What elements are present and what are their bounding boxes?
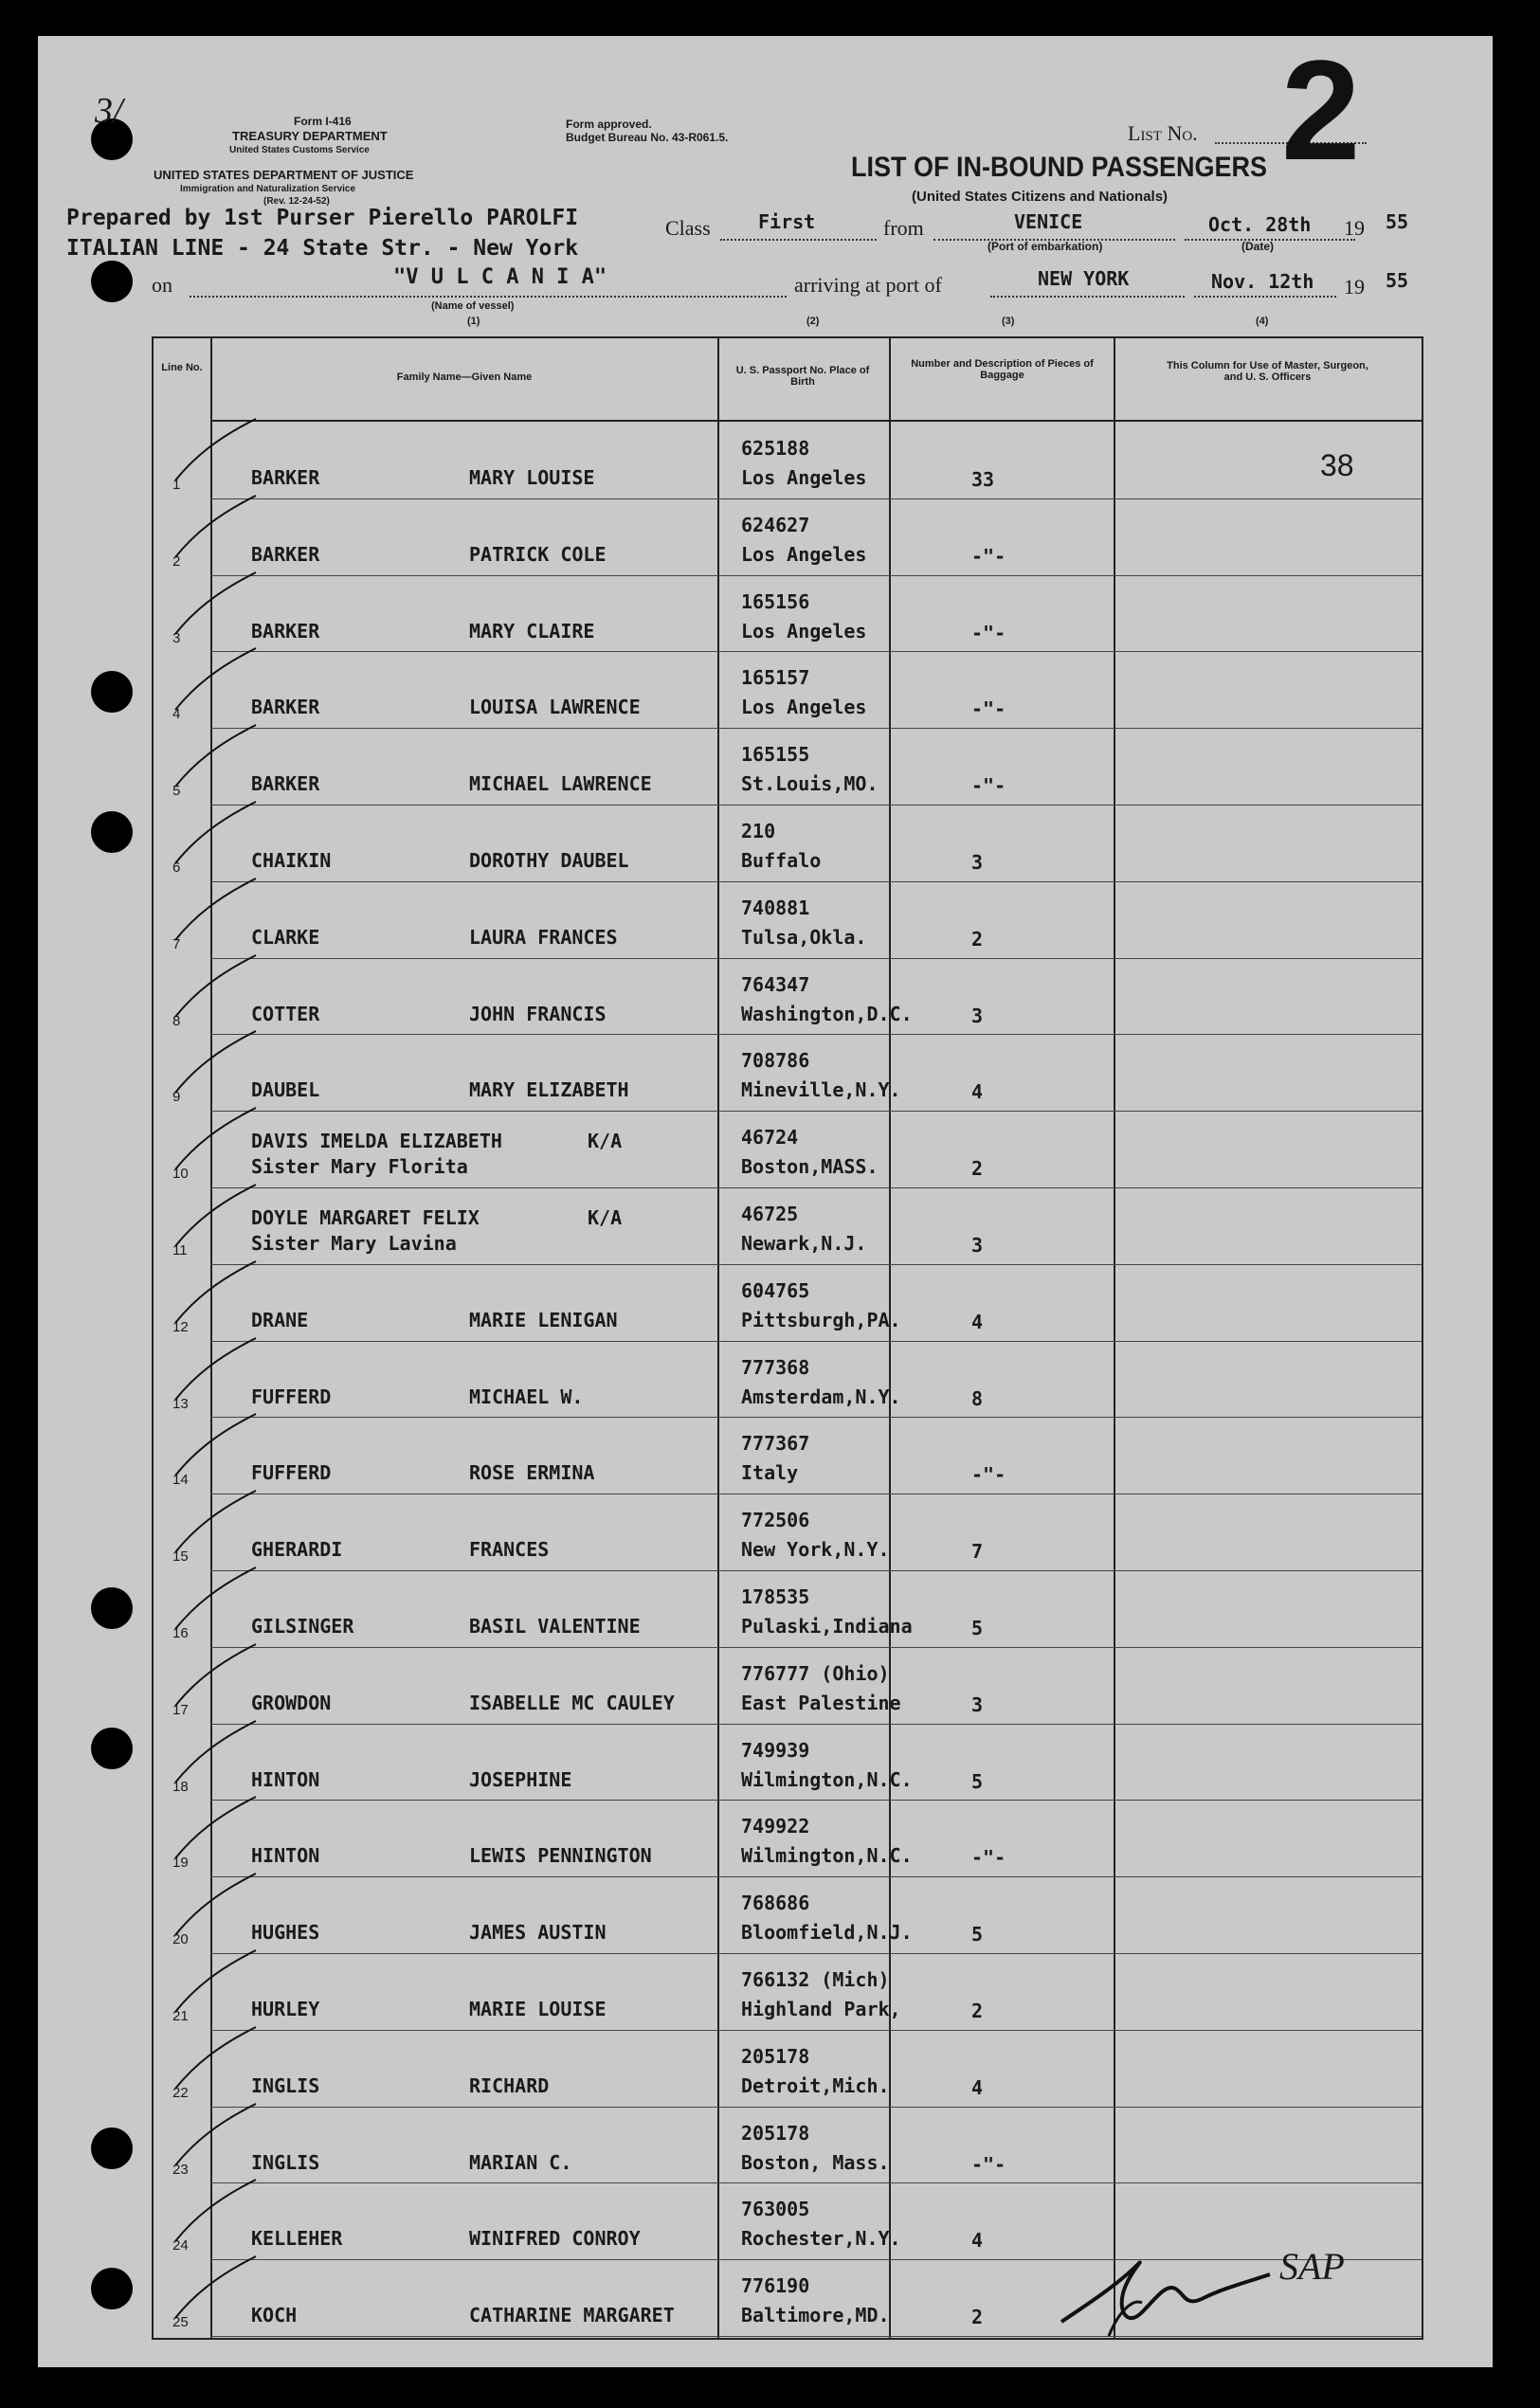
from-port: VENICE (1014, 210, 1083, 233)
baggage-count: 4 (971, 1310, 984, 1333)
baggage-count: -"- (971, 1463, 1006, 1487)
line-number: 8 (172, 1012, 181, 1029)
given-name: MICHAEL LAWRENCE (469, 772, 652, 796)
given-name: MICHAEL W. (469, 1385, 584, 1408)
given-name: MARIE LOUISE (469, 1998, 607, 2020)
date-caption: (Date) (1241, 240, 1275, 253)
given-name: PATRICK COLE (469, 542, 607, 566)
passport-number: 768686 (741, 1892, 810, 1915)
family-name: HUGHES (251, 1921, 320, 1945)
baggage-count: 7 (971, 1540, 984, 1564)
line-number: 25 (172, 2314, 189, 2331)
check-mark (166, 720, 261, 796)
family-name: GROWDON (251, 1691, 332, 1714)
line-number: 16 (172, 1625, 189, 1641)
col-header-baggage: Number and Description of Pieces of Baggage (911, 358, 1094, 381)
baggage-count: 3 (971, 851, 984, 874)
table-row (152, 960, 1422, 1037)
place-of-birth: Wilmington,N.C. (741, 1767, 913, 1791)
row-divider (210, 1034, 1422, 1035)
check-mark (166, 2022, 261, 2098)
table-row (152, 653, 1422, 730)
family-name: HURLEY (251, 1998, 320, 2020)
passport-number: 210 (741, 820, 776, 842)
baggage-count: 4 (971, 1080, 984, 1104)
place-of-birth: Baltimore,MD. (741, 2304, 890, 2327)
line-number: 2 (172, 552, 181, 570)
place-of-birth: Newark,N.J. (741, 1232, 867, 1255)
place-of-birth: Mineville,N.Y. (741, 1078, 901, 1102)
row-divider (210, 1187, 1422, 1188)
line-number: 3 (172, 629, 181, 646)
place-of-birth: Rochester,N.Y. (741, 2227, 901, 2251)
baggage-count: 33 (971, 468, 995, 491)
passport-number: 740881 (741, 896, 810, 919)
line-number: 17 (172, 1701, 189, 1718)
line-number: 11 (172, 1242, 188, 1258)
baggage-count: 2 (971, 2306, 984, 2329)
status-flag: K/A (588, 1206, 623, 1229)
table-row (152, 2109, 1422, 2185)
line-number: 19 (172, 1855, 189, 1872)
manifest-subtitle: (United States Citizens and Nationals) (912, 189, 1169, 205)
col3-number: (3) (1002, 316, 1015, 327)
given-name: JOSEPHINE (469, 1767, 572, 1791)
row-divider (210, 2030, 1422, 2031)
table-row (152, 1495, 1422, 1572)
punch-hole (91, 2268, 133, 2309)
prepared-by: Prepared by 1st Purser Pierello PAROLFI (66, 206, 579, 230)
row-divider (210, 1111, 1422, 1112)
family-name: DRANE (251, 1308, 309, 1331)
line-number: 1 (172, 477, 181, 493)
table-row (152, 577, 1422, 654)
passport-number: 749922 (741, 1815, 810, 1838)
row-divider (210, 2182, 1422, 2183)
class-label: Class (665, 216, 711, 240)
check-mark (166, 414, 261, 490)
check-mark (166, 1333, 261, 1409)
status-flag: K/A (588, 1130, 623, 1153)
table-row (152, 500, 1422, 577)
place-of-birth: Wilmington,N.C. (741, 1844, 913, 1868)
passenger-table (152, 424, 1422, 2338)
arrival-year-prefix: 19 (1344, 275, 1365, 299)
baggage-count: 4 (971, 2229, 984, 2253)
arrival-date: Nov. 12th (1211, 270, 1314, 293)
check-mark (166, 1486, 261, 1562)
family-name: BARKER (251, 619, 320, 643)
passport-number: 766132 (Mich) (741, 1968, 890, 1991)
passport-number: 708786 (741, 1049, 810, 1073)
family-name: INGLIS (251, 2150, 320, 2174)
table-row (152, 1726, 1422, 1802)
family-name: GHERARDI (251, 1538, 343, 1562)
place-of-birth: East Palestine (741, 1691, 901, 1714)
table-row (152, 1955, 1422, 2032)
passport-number: 165157 (741, 666, 810, 690)
line-number: 12 (172, 1318, 189, 1335)
passport-number: 777367 (741, 1432, 810, 1456)
family-name: KOCH (251, 2304, 298, 2327)
line-number: 22 (172, 2084, 189, 2101)
family-name: CHAIKIN (251, 849, 332, 872)
place-of-birth: Boston, Mass. (741, 2150, 890, 2174)
vessel-caption: (Name of vessel) (431, 300, 515, 312)
passport-number: 749939 (741, 1738, 810, 1762)
check-mark (166, 491, 261, 567)
place-of-birth: New York,N.Y. (741, 1538, 890, 1562)
given-name: ROSE ERMINA (469, 1461, 595, 1485)
arriving-label: arriving at port of (794, 273, 942, 297)
baggage-count: 3 (971, 1004, 984, 1027)
family-name: BARKER (251, 542, 320, 566)
baggage-count: 5 (971, 1769, 984, 1793)
given-name: CATHARINE MARGARET (469, 2304, 675, 2327)
given-name: WINIFRED CONROY (469, 2227, 641, 2251)
row-divider (210, 1570, 1422, 1571)
line-number: 14 (172, 1472, 189, 1489)
family-name: FUFFERD (251, 1461, 332, 1485)
passport-number: 205178 (741, 2044, 810, 2068)
row-divider (210, 651, 1422, 652)
col2-number: (2) (806, 316, 820, 327)
table-row (152, 424, 1422, 500)
given-name: MARY LOUISE (469, 466, 595, 489)
passport-number: 625188 (741, 437, 810, 460)
family-name: BARKER (251, 696, 320, 719)
religious-name: Sister Mary Florita (251, 1155, 468, 1179)
given-name: MARY CLAIRE (469, 619, 595, 643)
family-name: INGLIS (251, 2073, 320, 2097)
place-of-birth: Highland Park, (741, 1998, 901, 2020)
baggage-count: 5 (971, 1923, 984, 1946)
row-divider (210, 1876, 1422, 1877)
row-divider (210, 1341, 1422, 1342)
baggage-count: -"- (971, 774, 1006, 798)
table-row (152, 1036, 1422, 1113)
col-header-line: Line No. (161, 362, 203, 373)
family-name: DAUBEL (251, 1078, 320, 1102)
check-mark (166, 568, 261, 643)
given-name: RICHARD (469, 2073, 550, 2097)
table-row (152, 1266, 1422, 1343)
baggage-count: 2 (971, 927, 984, 951)
place-of-birth: Bloomfield,N.J. (741, 1921, 913, 1945)
passport-number: 178535 (741, 1585, 810, 1608)
revision: (Rev. 12-24-52) (263, 196, 330, 207)
table-row (152, 1189, 1422, 1266)
family-name: COTTER (251, 1002, 320, 1025)
check-mark (166, 951, 261, 1026)
baggage-count: 8 (971, 1386, 984, 1410)
table-row (152, 883, 1422, 960)
place-of-birth: Los Angeles (741, 696, 867, 719)
family-name: KELLEHER (251, 2227, 343, 2251)
row-divider (210, 1647, 1422, 1648)
on-label: on (152, 273, 172, 297)
check-mark (166, 1180, 261, 1256)
check-mark (166, 2175, 261, 2251)
place-of-birth: Buffalo (741, 849, 822, 872)
family-name: GILSINGER (251, 1615, 354, 1638)
form-approved: Form approved. (566, 118, 652, 131)
passport-number: 46725 (741, 1203, 799, 1225)
check-mark (166, 2099, 261, 2175)
check-mark (166, 797, 261, 873)
baggage-count: -"- (971, 2152, 1006, 2176)
passport-number: 776777 (Ohio) (741, 1661, 890, 1685)
given-name: LAURA FRANCES (469, 925, 618, 949)
place-of-birth: Boston,MASS. (741, 1155, 879, 1179)
line-number: 7 (172, 935, 181, 952)
table-row (152, 1572, 1422, 1649)
ins-service: Immigration and Naturalization Service (180, 184, 356, 194)
punch-hole (91, 1728, 133, 1769)
row-divider (210, 1417, 1422, 1418)
line-number: 4 (172, 706, 181, 723)
check-mark (166, 1639, 261, 1715)
check-mark (166, 1563, 261, 1639)
baggage-count: -"- (971, 544, 1006, 568)
margin-mark: 3/ (95, 91, 123, 131)
baggage-count: 2 (971, 1157, 984, 1181)
officer-signature (1052, 2246, 1289, 2350)
table-row (152, 2032, 1422, 2109)
line-number: 6 (172, 860, 181, 876)
given-name: BASIL VALENTINE (469, 1615, 641, 1638)
check-mark (166, 2252, 261, 2327)
line-number: 21 (172, 2008, 189, 2024)
line-number: 9 (172, 1089, 181, 1106)
passport-number: 764347 (741, 972, 810, 996)
line-address: ITALIAN LINE - 24 State Str. - New York (66, 236, 579, 261)
check-mark (166, 1103, 261, 1179)
row-divider (210, 881, 1422, 882)
family-name: FUFFERD (251, 1385, 332, 1408)
check-mark (166, 1716, 261, 1792)
punch-hole (91, 811, 133, 853)
list-number: 2 (1281, 30, 1361, 190)
treasury-dept: TREASURY DEPARTMENT (232, 129, 388, 143)
check-mark (166, 874, 261, 950)
table-row (152, 730, 1422, 806)
departure-year-prefix: 19 (1344, 216, 1365, 240)
baggage-count: -"- (971, 1846, 1006, 1870)
row-divider (210, 1953, 1422, 1954)
place-of-birth: Los Angeles (741, 542, 867, 566)
row-divider (210, 958, 1422, 959)
given-name: LEWIS PENNINGTON (469, 1844, 652, 1868)
justice-dept: UNITED STATES DEPARTMENT OF JUSTICE (154, 168, 414, 182)
manifest-title: LIST OF IN-BOUND PASSENGERS (851, 152, 1268, 183)
departure-year: 55 (1386, 210, 1409, 233)
place-of-birth: Washington,D.C. (741, 1002, 913, 1025)
check-mark (166, 1792, 261, 1868)
given-name: JAMES AUSTIN (469, 1921, 607, 1945)
row-divider (210, 575, 1422, 576)
line-number: 5 (172, 783, 181, 800)
place-of-birth: Los Angeles (741, 466, 867, 489)
given-name: FRANCES (469, 1538, 550, 1562)
passport-number: 776190 (741, 2274, 810, 2298)
table-row (152, 1113, 1422, 1189)
line-number: 13 (172, 1395, 189, 1412)
given-name: MARIAN C. (469, 2150, 572, 2174)
officers-note: 38 (1320, 448, 1354, 482)
punch-hole (91, 2127, 133, 2169)
port-caption: (Port of embarkation) (987, 240, 1103, 253)
row-divider (210, 498, 1422, 499)
family-name: DAVIS IMELDA ELIZABETH (251, 1130, 502, 1153)
table-row (152, 1878, 1422, 1955)
family-name: CLARKE (251, 925, 320, 949)
religious-name: Sister Mary Lavina (251, 1232, 457, 1255)
line-number: 10 (172, 1166, 189, 1183)
passport-number: 165155 (741, 743, 810, 767)
place-of-birth: Tulsa,Okla. (741, 925, 867, 949)
col-header-name: Family Name—Given Name (396, 371, 533, 383)
family-name: DOYLE MARGARET FELIX (251, 1206, 480, 1229)
row-divider (210, 728, 1422, 729)
passport-number: 763005 (741, 2198, 810, 2221)
baggage-count: 5 (971, 1617, 984, 1639)
arrival-year: 55 (1386, 269, 1409, 292)
table-row (152, 1801, 1422, 1878)
row-divider (210, 1264, 1422, 1265)
passport-number: 205178 (741, 2121, 810, 2145)
line-number: 23 (172, 2161, 189, 2178)
place-of-birth: Amsterdam,N.Y. (741, 1385, 901, 1408)
family-name: HINTON (251, 1767, 320, 1791)
check-mark (166, 1409, 261, 1485)
passport-number: 46724 (741, 1126, 799, 1150)
baggage-count: 3 (971, 1234, 984, 1257)
from-label: from (883, 216, 924, 240)
signature-initials: SAP (1279, 2245, 1345, 2288)
baggage-count: -"- (971, 697, 1006, 721)
row-divider (210, 805, 1422, 806)
check-mark (166, 1026, 261, 1102)
baggage-count: 3 (971, 1693, 984, 1716)
family-name: HINTON (251, 1844, 320, 1868)
row-divider (210, 1800, 1422, 1801)
table-row (152, 1419, 1422, 1495)
departure-date: Oct. 28th (1208, 213, 1312, 236)
punch-hole (91, 1587, 133, 1629)
check-mark (166, 1946, 261, 2021)
line-number: 24 (172, 2237, 189, 2254)
table-row (152, 1343, 1422, 1420)
list-no-label: List No. (1128, 121, 1198, 145)
baggage-count: 2 (971, 2000, 984, 2022)
punch-hole (91, 261, 133, 302)
vessel-name: "V U L C A N I A" (393, 265, 607, 289)
table-row (152, 1649, 1422, 1726)
check-mark (166, 643, 261, 719)
passport-number: 165156 (741, 589, 810, 613)
check-mark (166, 1257, 261, 1332)
place-of-birth: Los Angeles (741, 619, 867, 643)
punch-hole (91, 671, 133, 713)
place-of-birth: Pulaski,Indiana (741, 1615, 913, 1638)
given-name: MARIE LENIGAN (469, 1308, 618, 1331)
customs-service: United States Customs Service (229, 145, 370, 155)
budget-bureau: Budget Bureau No. 43-R061.5. (566, 131, 729, 144)
line-number: 20 (172, 1931, 189, 1948)
class-value: First (758, 210, 816, 233)
arrival-port: NEW YORK (1038, 267, 1130, 290)
passport-number: 624627 (741, 513, 810, 536)
place-of-birth: Detroit,Mich. (741, 2073, 890, 2097)
form-number: Form I-416 (294, 115, 352, 128)
col-header-officers: This Column for Use of Master, Surgeon, and U. S. Officers (1167, 360, 1368, 383)
line-number: 18 (172, 1778, 189, 1795)
passport-number: 777368 (741, 1355, 810, 1379)
col-header-passport: U. S. Passport No. Place of Birth (735, 365, 870, 388)
place-of-birth: Italy (741, 1461, 799, 1485)
row-divider (210, 1724, 1422, 1725)
family-name: BARKER (251, 466, 320, 489)
family-name: BARKER (251, 772, 320, 796)
given-name: DOROTHY DAUBEL (469, 849, 629, 872)
baggage-count: -"- (971, 621, 1006, 644)
col1-number: (1) (467, 316, 480, 327)
col4-number: (4) (1256, 316, 1269, 327)
row-divider (210, 2107, 1422, 2108)
table-row (152, 806, 1422, 883)
place-of-birth: Pittsburgh,PA. (741, 1308, 901, 1331)
line-number: 15 (172, 1548, 189, 1566)
baggage-count: 4 (971, 2075, 984, 2099)
given-name: ISABELLE MC CAULEY (469, 1691, 675, 1714)
given-name: JOHN FRANCIS (469, 1002, 607, 1025)
check-mark (166, 1869, 261, 1948)
passport-number: 772506 (741, 1509, 810, 1532)
given-name: MARY ELIZABETH (469, 1078, 629, 1102)
given-name: LOUISA LAWRENCE (469, 696, 641, 719)
passport-number: 604765 (741, 1278, 810, 1302)
place-of-birth: St.Louis,MO. (741, 772, 879, 796)
